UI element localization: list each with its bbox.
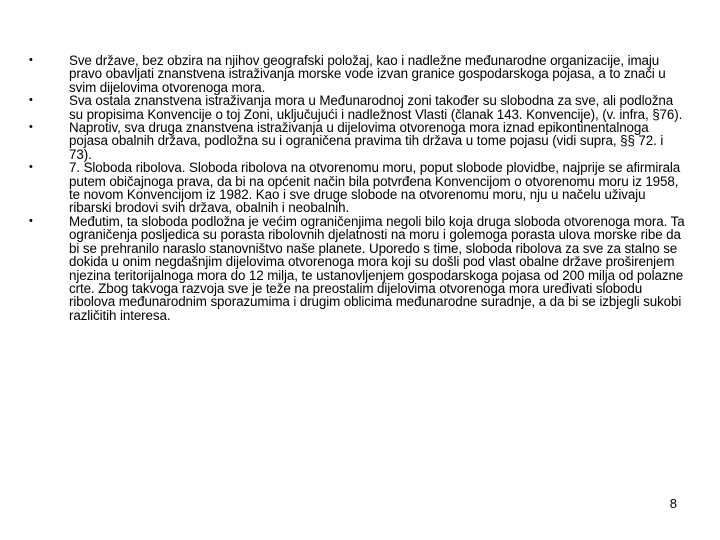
list-item <box>29 54 689 94</box>
bullet-text: Sve države, bez obzira na njihov geografski položaj, kao i nadležne međunarodne organizacije, imaju pravo obavljati znanstvena istraživanja morske vode izvan granice gospodarskoga pojasa, a to znači u svim dijelovima otvorenoga mora. <box>69 53 666 95</box>
bullet-icon: • <box>29 121 33 134</box>
page-number: 8 <box>669 496 677 511</box>
bullet-icon: • <box>29 161 33 174</box>
bullet-icon: • <box>29 54 33 66</box>
list-item <box>29 121 689 161</box>
bullet-list <box>29 54 689 322</box>
bullet-icon: • <box>29 214 33 227</box>
bullet-text: 7. Sloboda ribolova. Sloboda ribolova na otvorenomu moru, poput slobode plovidbe, najprije se afirmirala putem običajnoga prava, da bi na općenit način bila potvrđena Konvencijom o otvorenomu moru iz 1958, te novom Konvencijom iz 1982. Kao i sve druge slobode na otvorenomu moru, nju u načelu uživaju ribarski brodovi svih država, obalnih i neobalnih. <box>69 160 681 216</box>
list-item <box>29 215 689 322</box>
bullet-text: Naprotiv, sva druga znanstvena istraživanja u dijelovima otvorenoga mora iznad epikontinentalnoga pojasa obalnih država, podložna su i ograničena pravima tih država u tome pojasu (vidi supra, §§ 72. i 73). <box>69 120 664 162</box>
list-item <box>29 94 689 121</box>
bullet-text: Međutim, ta sloboda podložna je većim ograničenjima negoli bilo koja druga sloboda otvorenoga mora. Ta ograničenja posljedica su porasta ribolovnih djelatnosti na moru i golemoga porasta ulova morske ribe da bi se prehranilo naraslo stanovništvo naše planete. Uporedo s time, sloboda ribolova za sve za stalno se dokida u onim negdašnjim dijelovima otvorenoga mora koji su došli pod vlast obalne države proširenjem njezina teritorijalnoga mora do 12 milja, te ustanovljenjem gospodarskoga pojasa od 200 milja od polazne crte. Zbog takvoga razvoja sve je teže na preostalim dijelovima otvorenoga mora uređivati slobodu ribolova međunarodnim sporazumima i drugim oblicima međunarodne suradnje, a da bi se izbjegli sukobi različitih interesa. <box>69 213 685 323</box>
bullet-icon: • <box>29 94 33 107</box>
bullet-text: Sva ostala znanstvena istraživanja mora u Međunarodnoj zoni također su slobodna za sve, ali podložna su propisima Konvencije o toj Zoni, uključujući i nadležnost Vlasti (članak 143. Konvencije), (v. infra, §76). <box>69 93 683 122</box>
list-item <box>29 161 689 215</box>
